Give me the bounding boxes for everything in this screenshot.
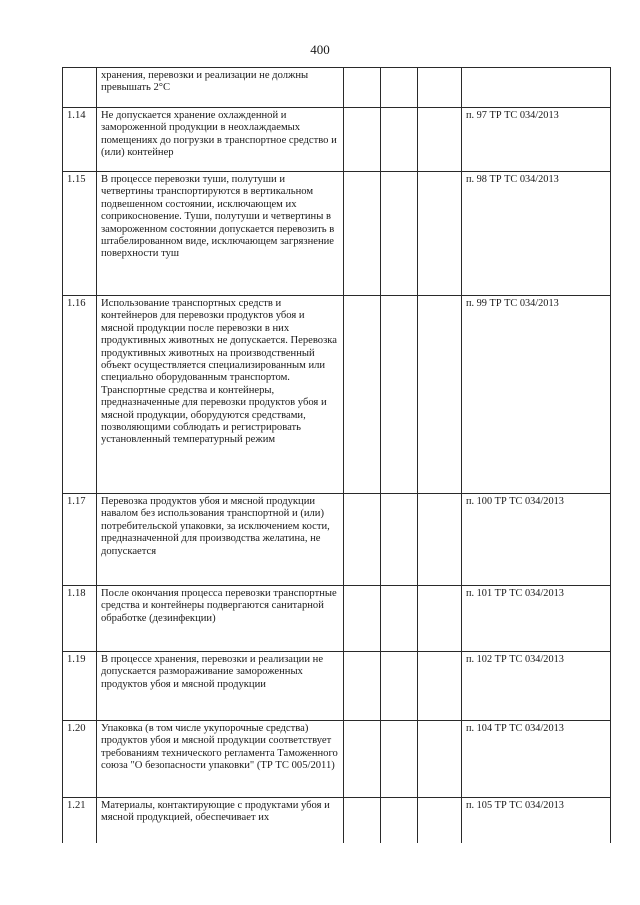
row-number: 1.20 [63, 721, 97, 798]
requirement-text: Упаковка (в том числе укупорочные средства) продуктов убоя и мясной продукции соответствует требованиям технического регламента Таможенного союза "О безопасности упаковки" (ТР ТС 005/2011) [97, 721, 344, 798]
answer-yes-cell [344, 652, 381, 721]
table-row [63, 798, 611, 843]
requirement-text: В процессе хранения, перевозки и реализации не допускается размораживание замороженных продуктов убоя и мясной продукции [97, 652, 344, 721]
row-number: 1.17 [63, 494, 97, 586]
answer-yes-cell [344, 721, 381, 798]
answer-no-cell [381, 652, 418, 721]
not-applicable-cell [418, 721, 462, 798]
requirements-table [62, 67, 611, 843]
not-applicable-cell [418, 108, 462, 172]
answer-yes-cell [344, 108, 381, 172]
row-number: 1.16 [63, 296, 97, 494]
requirement-text: Использование транспортных средств и контейнеров для перевозки продуктов убоя и мясной продукции после перевозки в них продуктивных животных не допускается. Перевозка продуктивных животных на производственный объект осуществляется специализированным или специально оборудованным транспортом. Транспортные средства и контейнеры, предназначенные для перевозки продуктов убоя и мясной продукции, оборудуются средствами, позволяющими соблюдать и регистрировать установленный температурный режим [97, 296, 344, 494]
requirement-text: Не допускается хранение охлажденной и замороженной продукции в неохлаждаемых помещениях до погрузки в транспортное средство и (или) контейнер [97, 108, 344, 172]
requirement-text: В процессе перевозки туши, полутуши и четвертины транспортируются в вертикальном подвешенном состоянии, исключающем их соприкосновение. Туши, полутуши и четвертины в замороженном состоянии допускается перевозить в штабелированном виде, исключающем загрязнение поверхности туш [97, 172, 344, 296]
answer-yes-cell [344, 798, 381, 843]
legal-reference: п. 98 ТР ТС 034/2013 [462, 172, 611, 296]
table-row [63, 652, 611, 721]
table-row [63, 494, 611, 586]
row-number: 1.18 [63, 586, 97, 652]
answer-no-cell [381, 296, 418, 494]
legal-reference: п. 99 ТР ТС 034/2013 [462, 296, 611, 494]
requirement-text: После окончания процесса перевозки транспортные средства и контейнеры подвергаются санитарной обработке (дезинфекции) [97, 586, 344, 652]
not-applicable-cell [418, 798, 462, 843]
not-applicable-cell [418, 172, 462, 296]
table-row [63, 108, 611, 172]
requirement-text: Материалы, контактирующие с продуктами убоя и мясной продукцией, обеспечивает их [97, 798, 344, 843]
answer-no-cell [381, 108, 418, 172]
requirement-text: Перевозка продуктов убоя и мясной продукции навалом без использования транспортной и (или) потребительской упаковки, за исключением кости, предназначенной для производства желатина, не допускается [97, 494, 344, 586]
answer-yes-cell [344, 68, 381, 108]
table-row [63, 296, 611, 494]
table-row [63, 586, 611, 652]
not-applicable-cell [418, 68, 462, 108]
table-row [63, 68, 611, 108]
legal-reference [462, 68, 611, 108]
legal-reference: п. 102 ТР ТС 034/2013 [462, 652, 611, 721]
answer-no-cell [381, 494, 418, 586]
answer-no-cell [381, 798, 418, 843]
page-number: 400 [310, 42, 330, 57]
legal-reference: п. 101 ТР ТС 034/2013 [462, 586, 611, 652]
answer-yes-cell [344, 494, 381, 586]
legal-reference: п. 100 ТР ТС 034/2013 [462, 494, 611, 586]
answer-no-cell [381, 68, 418, 108]
not-applicable-cell [418, 296, 462, 494]
requirement-text: хранения, перевозки и реализации не должны превышать 2°С [97, 68, 344, 108]
legal-reference: п. 104 ТР ТС 034/2013 [462, 721, 611, 798]
answer-no-cell [381, 172, 418, 296]
row-number: 1.15 [63, 172, 97, 296]
row-number [63, 68, 97, 108]
not-applicable-cell [418, 586, 462, 652]
legal-reference: п. 97 ТР ТС 034/2013 [462, 108, 611, 172]
answer-yes-cell [344, 172, 381, 296]
answer-yes-cell [344, 586, 381, 652]
answer-no-cell [381, 586, 418, 652]
row-number: 1.19 [63, 652, 97, 721]
answer-no-cell [381, 721, 418, 798]
row-number: 1.21 [63, 798, 97, 843]
not-applicable-cell [418, 494, 462, 586]
table-row [63, 721, 611, 798]
not-applicable-cell [418, 652, 462, 721]
table-row [63, 172, 611, 296]
legal-reference: п. 105 ТР ТС 034/2013 [462, 798, 611, 843]
row-number: 1.14 [63, 108, 97, 172]
answer-yes-cell [344, 296, 381, 494]
